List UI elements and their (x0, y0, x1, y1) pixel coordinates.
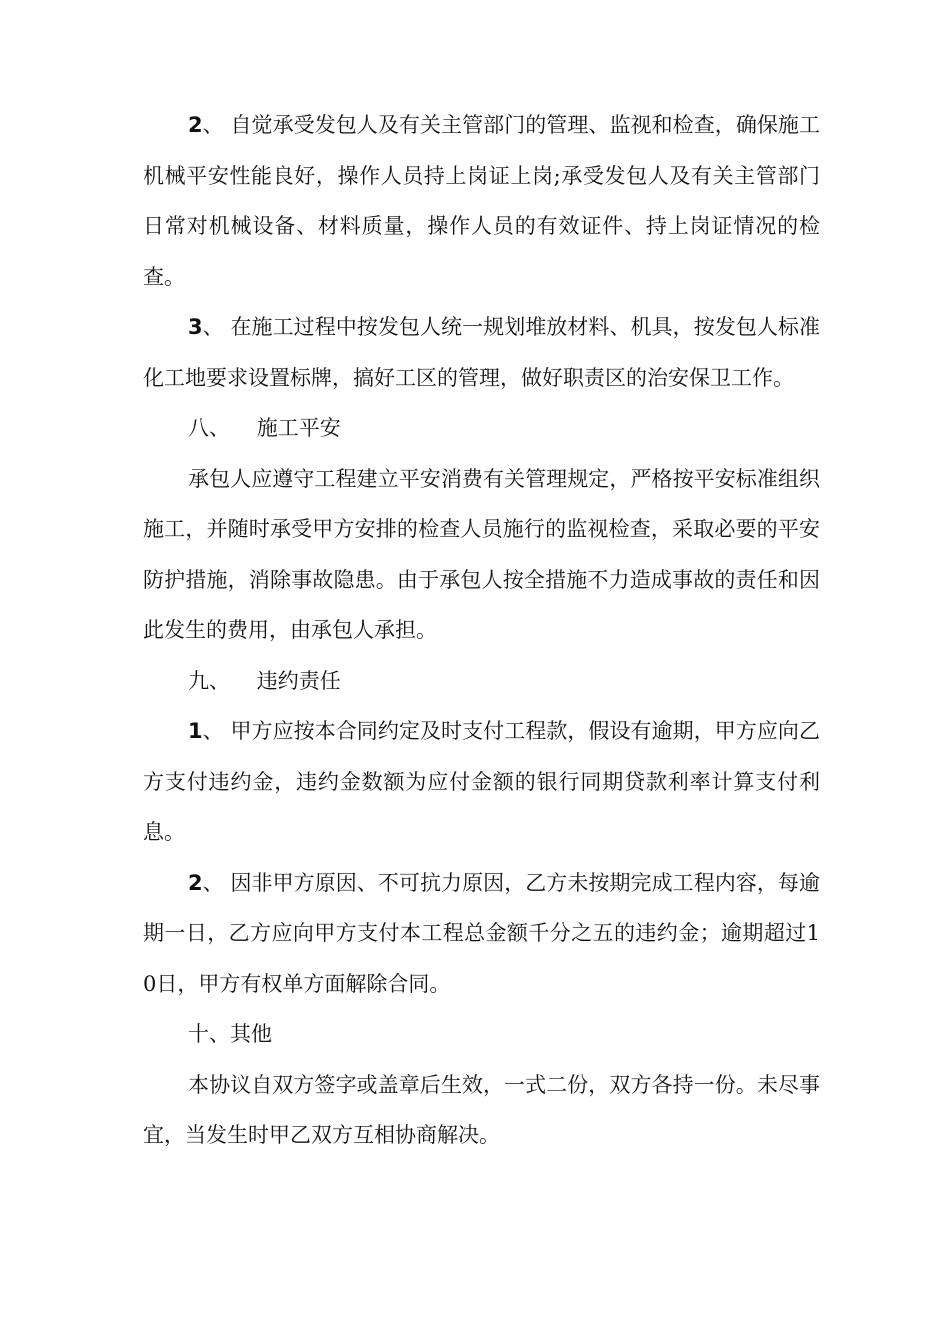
item-number: 3 (188, 315, 203, 339)
paragraph-other (143, 1060, 820, 1161)
paragraph-3 (143, 302, 820, 403)
paragraph-text: 、 因非甲方原因、不可抗力原因，乙方未按期完成工程内容，每逾期一日，乙方应向甲方支付本工程总金额千分之五的违约金；逾期超过10日，甲方有权单方面解除合同。 (143, 870, 820, 996)
section-heading-8: 八、 施工平安 (188, 416, 341, 440)
paragraph-breach-2 (143, 858, 820, 1010)
item-number: 2 (188, 870, 203, 895)
item-number: 1 (188, 719, 203, 743)
paragraph-safety (143, 454, 820, 656)
paragraph-text: 、 在施工过程中按发包人统一规划堆放材料、机具，按发包人标准化工地要求设置标牌，搞好工区的管理，做好职责区的治安保卫工作。 (143, 315, 820, 390)
paragraph-text: 、 甲方应按本合同约定及时支付工程款，假设有逾期，甲方应向乙方支付违约金，违约金数额为应付金额的银行同期贷款利率计算支付利息。 (143, 719, 820, 844)
paragraph-text: 、 自觉承受发包人及有关主管部门的管理、监视和检查，确保施工机械平安性能良好，操作人员持上岗证上岗;承受发包人及有关主管部门日常对机械设备、材料质量，操作人员的有效证件、持上岗证情况的检查。 (143, 113, 820, 289)
document-page (143, 100, 820, 1161)
paragraph-breach-1 (143, 706, 820, 858)
section-heading-10: 十、其他 (188, 1022, 272, 1046)
section-heading-9: 九、 违约责任 (188, 668, 341, 693)
paragraph-text: 本协议自双方签字或盖章后生效，一式二份，双方各持一份。未尽事宜，当发生时甲乙双方互相协商解决。 (143, 1072, 820, 1147)
item-number: 2 (188, 113, 203, 137)
paragraph-text: 承包人应遵守工程建立平安消费有关管理规定，严格按平安标准组织施工，并随时承受甲方安排的检查人员施行的监视检查，采取必要的平安防护措施，消除事故隐患。由于承包人按全措施不力造成事故的责任和因此发生的费用，由承包人承担。 (143, 466, 820, 642)
paragraph-2 (143, 100, 820, 302)
